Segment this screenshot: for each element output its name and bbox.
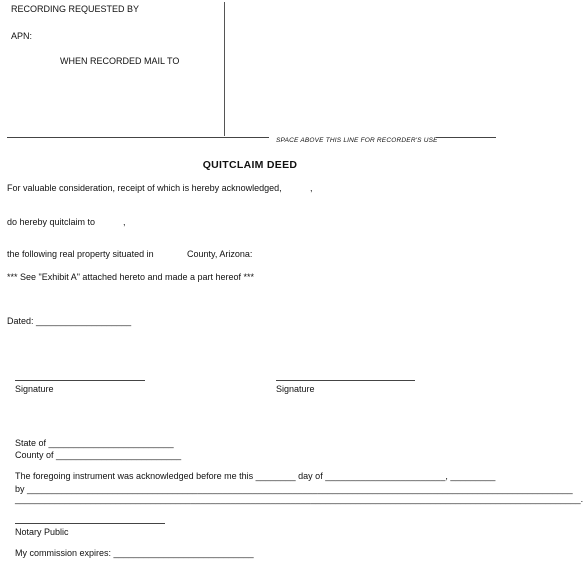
when-recorded-mail-to-label: WHEN RECORDED MAIL TO [60, 56, 180, 66]
signature-line-right [276, 380, 415, 381]
acknowledged-by-field: by _____________________________________________________________________________________________________________ [15, 484, 573, 494]
state-of-field: State of _________________________ [15, 438, 174, 448]
exhibit-reference: *** See "Exhibit A" attached hereto and made a part hereof *** [7, 272, 255, 282]
quitclaim-comma: , [123, 217, 126, 227]
quitclaim-text: do hereby quitclaim to [7, 217, 96, 227]
recording-requested-by-label: RECORDING REQUESTED BY [11, 4, 140, 14]
recorder-line-left [7, 137, 269, 138]
apn-label: APN: [11, 31, 33, 41]
property-county-text: County, Arizona: [187, 249, 253, 259]
county-of-field: County of _________________________ [15, 450, 182, 460]
notary-public-label: Notary Public [15, 527, 69, 537]
consideration-text: For valuable consideration, receipt of which is hereby acknowledged, [7, 183, 282, 193]
acknowledged-by-continued-line: _________________________________________________________________________________________________________________. [15, 494, 583, 504]
recorder-line-right [436, 137, 496, 138]
signature-label-left: Signature [15, 384, 54, 394]
property-location-text: the following real property situated in [7, 249, 154, 259]
consideration-comma: , [310, 183, 313, 193]
notary-signature-line [15, 523, 165, 524]
recorder-use-note: SPACE ABOVE THIS LINE FOR RECORDER'S USE [276, 137, 438, 144]
deed-title: QUITCLAIM DEED [202, 159, 298, 171]
signature-label-right: Signature [276, 384, 315, 394]
acknowledgment-text: The foregoing instrument was acknowledged before me this ________ day of ________________________, _________ [15, 471, 496, 481]
dated-field: Dated: ___________________ [7, 316, 132, 326]
header-divider-vertical [224, 2, 225, 136]
commission-expires-field: My commission expires: ____________________________ [15, 548, 254, 558]
signature-line-left [15, 380, 145, 381]
